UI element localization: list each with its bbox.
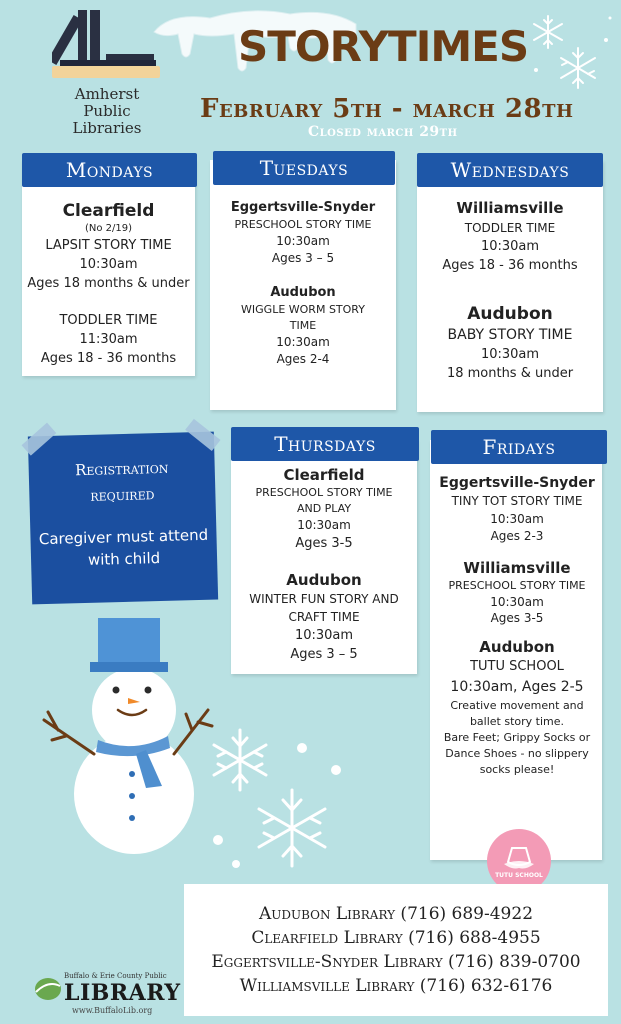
day-header-mondays: Mondays (22, 153, 197, 187)
program-ages: Ages 18 - 36 months (40, 351, 177, 366)
program-name: PRESCHOOL STORY TIME (234, 218, 372, 231)
program-name: PRESCHOOL STORY TIME (448, 579, 586, 592)
tape-decoration (22, 423, 57, 456)
tuesdays-schedule (214, 198, 392, 368)
program-name: TODDLER TIME (464, 221, 556, 235)
leaf-logo-icon (34, 976, 62, 1002)
contact-line: Williamsville Library (716) 632-6176 (239, 976, 553, 996)
day-header-tuesdays: Tuesdays (213, 151, 395, 185)
library-books-logo-icon (52, 10, 162, 82)
fridays-schedule (432, 474, 602, 778)
logo-small-text: Buffalo & Erie County Public (64, 972, 167, 980)
location-name: Williamsville (463, 559, 571, 577)
library-name-line: Amherst (74, 85, 140, 103)
program-ages: Ages 2-4 (276, 352, 330, 366)
program-ages: 18 months & under (446, 366, 574, 381)
program-ages: Ages 3 – 5 (290, 647, 358, 662)
program-time: 10:30am (276, 234, 330, 248)
program-time-ages: 10:30am, Ages 2-5 (450, 679, 584, 695)
logo-url: www.BuffaloLib.org (72, 1006, 153, 1015)
program-time: 10:30am (297, 518, 351, 532)
day-header-wednesdays: Wednesdays (417, 153, 603, 187)
program-description: Bare Feet; Grippy Socks or Dance Shoes - no slippery socks please! (443, 731, 591, 776)
program-time: 11:30am (79, 332, 138, 347)
program-ages: Ages 3 – 5 (271, 251, 335, 265)
program-description: Creative movement and ballet story time. (450, 699, 584, 728)
registration-subtitle: Caregiver must attend with child (38, 525, 209, 569)
library-name (40, 86, 174, 137)
program-time: 10:30am (480, 347, 540, 362)
contact-line: Eggertsville-Snyder Library (716) 839-0700 (211, 952, 581, 972)
location-name: Williamsville (456, 199, 564, 217)
day-header-thursdays: Thursdays (231, 427, 419, 461)
tutu-school-logo-text: TUTU SCHOOL (495, 872, 543, 879)
program-time: 10:30am (490, 595, 544, 609)
thursdays-schedule (234, 466, 414, 664)
snowflake-icon (198, 722, 348, 882)
program-name: WINTER FUN STORY AND CRAFT TIME (249, 592, 399, 624)
location-name: Eggertsville-Snyder (230, 200, 376, 215)
location-name: Audubon (467, 304, 553, 324)
program-name: TUTU SCHOOL (470, 659, 564, 674)
closed-notice: Closed march 29th (308, 124, 458, 140)
library-name-line: Public (83, 102, 131, 120)
program-time: 10:30am (480, 239, 540, 254)
program-ages: Ages 2-3 (490, 529, 544, 543)
program-time: 10:30am (79, 257, 138, 272)
registration-note (28, 432, 218, 605)
registration-title-line: Registration (74, 458, 169, 480)
program-time: 10:30am (276, 335, 330, 349)
program-ages: Ages 18 - 36 months (442, 258, 578, 273)
library-contacts (184, 884, 608, 1016)
contact-line: Audubon Library (716) 689-4922 (258, 904, 534, 924)
location-name: Audubon (286, 571, 362, 589)
program-name: PRESCHOOL STORY TIME AND PLAY (255, 486, 393, 515)
program-name: WIGGLE WORM STORY TIME (241, 303, 365, 332)
library-name-line: Libraries (72, 119, 142, 137)
location-name: Clearfield (283, 466, 365, 484)
mondays-schedule (22, 200, 195, 368)
day-header-fridays: Fridays (431, 430, 607, 464)
program-name: TODDLER TIME (59, 313, 158, 328)
location-name: Audubon (270, 285, 336, 300)
program-ages: Ages 18 months & under (27, 276, 190, 291)
program-time: 10:30am (490, 512, 544, 526)
registration-title-line: required (90, 485, 155, 505)
snowflake-icon (526, 10, 616, 94)
program-name: BABY STORY TIME (447, 327, 573, 343)
program-name: TINY TOT STORY TIME (451, 494, 583, 508)
page-title: STORYTIMES (238, 22, 529, 71)
program-name: LAPSIT STORY TIME (45, 238, 172, 253)
contact-line: Clearfield Library (716) 688-4955 (251, 928, 541, 948)
date-range: February 5th - march 28th (200, 94, 574, 124)
buffalo-library-logo (34, 970, 184, 1020)
snowman-icon (36, 614, 216, 854)
wednesdays-schedule (417, 198, 603, 383)
location-name: Eggertsville-Snyder (439, 475, 595, 491)
location-name: Clearfield (62, 201, 155, 221)
tape-decoration (185, 419, 220, 451)
program-ages: Ages 3-5 (490, 611, 544, 625)
schedule-note: (No 2/19) (84, 223, 133, 234)
registration-title (28, 454, 215, 511)
program-ages: Ages 3-5 (295, 536, 353, 551)
location-name: Audubon (479, 638, 555, 656)
logo-big-text: LIBRARY (64, 980, 181, 1006)
program-time: 10:30am (294, 628, 354, 643)
